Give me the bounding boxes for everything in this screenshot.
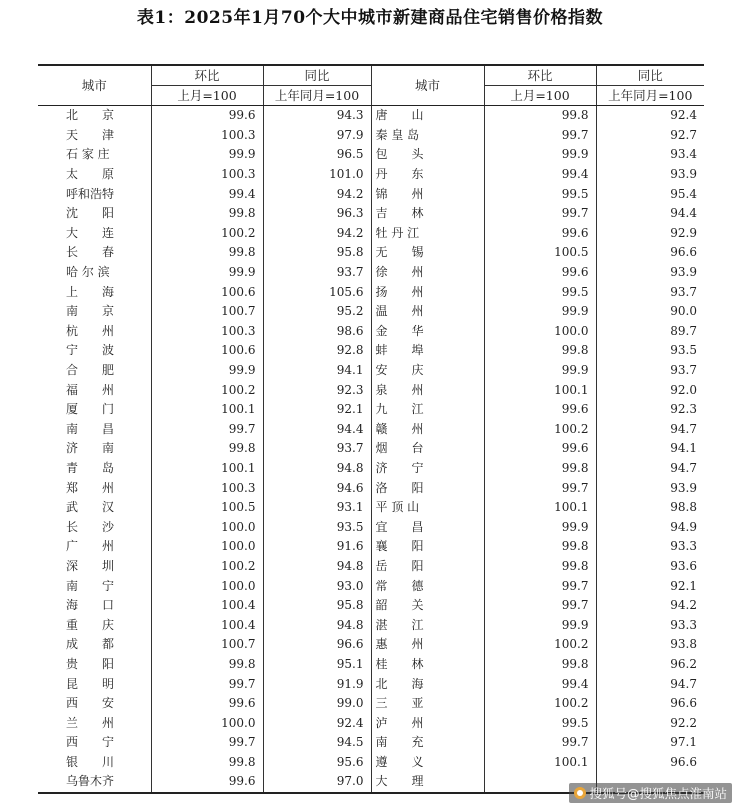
- yoy-value-right: 96.2: [596, 655, 704, 675]
- yoy-value-right: 95.4: [596, 184, 704, 204]
- sohu-logo-icon: [574, 787, 586, 799]
- city-name-right: 大 理: [371, 772, 484, 793]
- yoy-value-right: 92.3: [596, 400, 704, 420]
- city-name-right: 惠 州: [371, 635, 484, 655]
- city-name-right: 无 锡: [371, 243, 484, 263]
- yoy-value-right: 92.0: [596, 380, 704, 400]
- mom-value-right: 99.4: [484, 165, 596, 185]
- mom-value-right: 100.2: [484, 420, 596, 440]
- yoy-value-left: 93.5: [263, 517, 371, 537]
- table-row: [38, 322, 704, 342]
- table-row: [38, 459, 704, 479]
- city-name-right: 济 宁: [371, 459, 484, 479]
- mom-value-right: 99.7: [484, 126, 596, 146]
- mom-value-left: 99.4: [151, 184, 263, 204]
- city-name-right: 桂 林: [371, 655, 484, 675]
- mom-value-left: 100.3: [151, 478, 263, 498]
- city-header-right: 城市: [371, 65, 484, 106]
- city-name-right: 泸 州: [371, 713, 484, 733]
- mom-value-right: 99.8: [484, 537, 596, 557]
- mom-value-right: 99.9: [484, 361, 596, 381]
- table-row: [38, 145, 704, 165]
- yoy-value-right: 93.3: [596, 615, 704, 635]
- mom-value-left: 100.1: [151, 400, 263, 420]
- yoy-value-right: 94.9: [596, 517, 704, 537]
- city-name-left: 西 安: [66, 696, 115, 711]
- city-name-left: 上 海: [66, 284, 115, 299]
- city-name-right: 金 华: [371, 322, 484, 342]
- watermark: [569, 783, 732, 803]
- table-row: [38, 184, 704, 204]
- yoy-value-left: 95.8: [263, 243, 371, 263]
- city-name-right: 韶 关: [371, 596, 484, 616]
- mom-value-left: 100.1: [151, 459, 263, 479]
- yoy-value-left: 99.0: [263, 694, 371, 714]
- city-name-left: 石 家 庄: [66, 147, 110, 162]
- mom-value-right: 99.5: [484, 184, 596, 204]
- mom-value-left: 100.0: [151, 537, 263, 557]
- city-name-left: 济 南: [66, 441, 115, 456]
- mom-value-left: 100.0: [151, 713, 263, 733]
- mom-value-left: 100.7: [151, 635, 263, 655]
- city-name-left: 海 口: [66, 598, 115, 613]
- yoy-value-right: 96.6: [596, 243, 704, 263]
- mom-value-left: 99.7: [151, 420, 263, 440]
- yoy-value-left: 97.0: [263, 772, 371, 793]
- yoy-value-right: 90.0: [596, 302, 704, 322]
- yoy-value-left: 94.8: [263, 459, 371, 479]
- city-name-left: 昆 明: [66, 676, 115, 691]
- mom-value-left: 100.7: [151, 302, 263, 322]
- yoy-value-left: 94.2: [263, 224, 371, 244]
- yoy-value-right: 94.2: [596, 596, 704, 616]
- mom-value-right: 99.5: [484, 282, 596, 302]
- mom-value-left: 100.2: [151, 380, 263, 400]
- table-row: [38, 674, 704, 694]
- yoy-value-left: 94.2: [263, 184, 371, 204]
- mom-value-right: 100.1: [484, 498, 596, 518]
- city-name-left: 大 连: [66, 225, 115, 240]
- mom-value-right: 99.6: [484, 439, 596, 459]
- yoy-value-left: 95.2: [263, 302, 371, 322]
- table-title: 表1：2025年1月70个大中城市新建商品住宅销售价格指数: [136, 8, 604, 28]
- city-name-left: 成 都: [66, 637, 115, 652]
- city-name-right: 牡 丹 江: [371, 224, 484, 244]
- city-name-left: 天 津: [66, 127, 115, 142]
- yoy-value-left: 94.1: [263, 361, 371, 381]
- mom-value-left: 99.6: [151, 694, 263, 714]
- city-name-left: 兰 州: [66, 715, 115, 730]
- yoy-value-right: 92.1: [596, 576, 704, 596]
- yoy-value-right: 92.9: [596, 224, 704, 244]
- mom-header-left: 环比: [151, 65, 263, 86]
- mom-value-left: 99.8: [151, 204, 263, 224]
- city-name-left: 西 宁: [66, 735, 115, 750]
- table-row: [38, 361, 704, 381]
- city-name-right: 锦 州: [371, 184, 484, 204]
- yoy-value-left: 96.5: [263, 145, 371, 165]
- mom-value-left: 99.7: [151, 674, 263, 694]
- city-name-left: 乌鲁木齐: [38, 772, 151, 793]
- mom-value-right: 100.0: [484, 322, 596, 342]
- table-row: [38, 341, 704, 361]
- mom-value-right: 99.7: [484, 576, 596, 596]
- mom-value-right: 99.4: [484, 674, 596, 694]
- yoy-value-left: 93.7: [263, 439, 371, 459]
- mom-value-left: 100.2: [151, 557, 263, 577]
- city-name-right: 岳 阳: [371, 557, 484, 577]
- city-name-right: 洛 阳: [371, 478, 484, 498]
- table-row: [38, 400, 704, 420]
- yoy-value-left: 94.3: [263, 106, 371, 126]
- price-index-table: [38, 64, 704, 794]
- yoy-value-left: 105.6: [263, 282, 371, 302]
- city-name-left: 南 宁: [66, 578, 115, 593]
- table-row: [38, 420, 704, 440]
- mom-value-right: 99.8: [484, 106, 596, 126]
- mom-value-left: 100.3: [151, 126, 263, 146]
- yoy-value-left: 91.6: [263, 537, 371, 557]
- city-name-right: 泉 州: [371, 380, 484, 400]
- mom-base-right: 上月=100: [484, 86, 596, 106]
- mom-value-left: 99.8: [151, 243, 263, 263]
- table-row: [38, 165, 704, 185]
- mom-value-right: 99.6: [484, 400, 596, 420]
- mom-value-left: 99.6: [151, 772, 263, 793]
- yoy-value-left: 92.8: [263, 341, 371, 361]
- table-row: [38, 615, 704, 635]
- city-name-left: 南 昌: [66, 421, 115, 436]
- yoy-value-right: 89.7: [596, 322, 704, 342]
- city-name-left: 杭 州: [66, 323, 115, 338]
- mom-value-left: 99.8: [151, 753, 263, 773]
- yoy-value-right: 93.8: [596, 635, 704, 655]
- yoy-value-right: 92.7: [596, 126, 704, 146]
- table-row: [38, 498, 704, 518]
- city-name-right: 包 头: [371, 145, 484, 165]
- yoy-value-right: 94.4: [596, 204, 704, 224]
- yoy-value-left: 101.0: [263, 165, 371, 185]
- table-row: [38, 694, 704, 714]
- mom-header-right: 环比: [484, 65, 596, 86]
- city-name-left: 长 沙: [66, 519, 115, 534]
- city-name-left: 长 春: [66, 245, 115, 260]
- city-name-right: 丹 东: [371, 165, 484, 185]
- mom-value-right: 100.2: [484, 694, 596, 714]
- yoy-value-left: 94.4: [263, 420, 371, 440]
- mom-value-left: 99.9: [151, 145, 263, 165]
- city-name-right: 湛 江: [371, 615, 484, 635]
- city-name-left: 厦 门: [66, 402, 115, 417]
- mom-value-left: 99.6: [151, 106, 263, 126]
- table-row: [38, 753, 704, 773]
- mom-value-right: 99.9: [484, 615, 596, 635]
- table-body: [38, 106, 704, 793]
- city-name-right: 安 庆: [371, 361, 484, 381]
- mom-value-left: 100.3: [151, 165, 263, 185]
- yoy-value-left: 93.0: [263, 576, 371, 596]
- mom-value-left: 99.7: [151, 733, 263, 753]
- yoy-value-left: 95.8: [263, 596, 371, 616]
- city-name-right: 徐 州: [371, 263, 484, 283]
- city-name-right: 九 江: [371, 400, 484, 420]
- yoy-value-right: 93.9: [596, 263, 704, 283]
- table-row: [38, 537, 704, 557]
- city-name-left: 青 岛: [66, 460, 115, 475]
- city-name-left: 呼和浩特: [66, 186, 115, 201]
- yoy-value-right: 96.6: [596, 753, 704, 773]
- mom-value-left: 100.3: [151, 322, 263, 342]
- city-name-left: 哈 尔 滨: [66, 265, 110, 280]
- city-name-left: 广 州: [66, 539, 115, 554]
- yoy-value-left: 96.3: [263, 204, 371, 224]
- city-name-right: 平 顶 山: [371, 498, 484, 518]
- yoy-value-right: 93.4: [596, 145, 704, 165]
- mom-value-left: 100.5: [151, 498, 263, 518]
- mom-value-right: 99.7: [484, 204, 596, 224]
- mom-value-right: 99.6: [484, 263, 596, 283]
- yoy-value-right: 96.6: [596, 694, 704, 714]
- yoy-value-left: 92.3: [263, 380, 371, 400]
- mom-value-right: 100.1: [484, 753, 596, 773]
- mom-value-left: 100.2: [151, 224, 263, 244]
- mom-value-right: 99.8: [484, 459, 596, 479]
- mom-value-left: 99.8: [151, 655, 263, 675]
- city-name-right: 蚌 埠: [371, 341, 484, 361]
- mom-value-right: 99.8: [484, 557, 596, 577]
- mom-value-left: 100.6: [151, 341, 263, 361]
- yoy-value-left: 96.6: [263, 635, 371, 655]
- yoy-value-right: 94.7: [596, 459, 704, 479]
- yoy-value-left: 97.9: [263, 126, 371, 146]
- yoy-value-right: 93.7: [596, 282, 704, 302]
- table-row: [38, 282, 704, 302]
- mom-value-right: 100.2: [484, 635, 596, 655]
- mom-value-left: 100.4: [151, 615, 263, 635]
- mom-value-right: 99.6: [484, 224, 596, 244]
- table-row: [38, 557, 704, 577]
- yoy-value-right: 92.2: [596, 713, 704, 733]
- yoy-value-left: 91.9: [263, 674, 371, 694]
- table-row: [38, 733, 704, 753]
- mom-value-left: 99.9: [151, 263, 263, 283]
- yoy-value-right: 93.9: [596, 165, 704, 185]
- city-name-left: 郑 州: [66, 480, 115, 495]
- mom-value-right: 99.8: [484, 655, 596, 675]
- city-name-right: 唐 山: [371, 106, 484, 126]
- city-name-left: 贵 阳: [66, 656, 115, 671]
- table-row: [38, 224, 704, 244]
- city-name-right: 扬 州: [371, 282, 484, 302]
- yoy-value-left: 95.6: [263, 753, 371, 773]
- watermark-text: 搜狐号@搜狐焦点淮南站: [589, 786, 727, 801]
- mom-value-right: 99.7: [484, 733, 596, 753]
- mom-value-right: 99.5: [484, 713, 596, 733]
- city-name-left: 武 汉: [66, 500, 115, 515]
- table-row: [38, 596, 704, 616]
- yoy-base-right: 上年同月=100: [596, 86, 704, 106]
- mom-value-left: 99.8: [151, 439, 263, 459]
- yoy-value-right: 94.1: [596, 439, 704, 459]
- mom-value-left: 100.4: [151, 596, 263, 616]
- mom-value-left: 100.6: [151, 282, 263, 302]
- mom-value-left: 99.9: [151, 361, 263, 381]
- city-name-left: 合 肥: [66, 363, 115, 378]
- city-name-left: 宁 波: [66, 343, 115, 358]
- table-row: [38, 380, 704, 400]
- yoy-value-left: 94.5: [263, 733, 371, 753]
- city-name-left: 银 川: [66, 754, 115, 769]
- mom-value-right: 99.7: [484, 478, 596, 498]
- city-name-right: 襄 阳: [371, 537, 484, 557]
- mom-value-right: 99.9: [484, 302, 596, 322]
- table-row: [38, 126, 704, 146]
- city-name-right: 温 州: [371, 302, 484, 322]
- mom-base-left: 上月=100: [151, 86, 263, 106]
- yoy-value-left: 95.1: [263, 655, 371, 675]
- yoy-value-right: 98.8: [596, 498, 704, 518]
- yoy-value-right: 93.6: [596, 557, 704, 577]
- table-row: [38, 478, 704, 498]
- city-name-left: 沈 阳: [66, 206, 115, 221]
- yoy-value-right: 92.4: [596, 106, 704, 126]
- city-name-left: 福 州: [66, 382, 115, 397]
- yoy-value-left: 92.4: [263, 713, 371, 733]
- city-name-right: 赣 州: [371, 420, 484, 440]
- table-row: [38, 302, 704, 322]
- yoy-header-left: 同比: [263, 65, 371, 86]
- city-name-left: 太 原: [66, 167, 115, 182]
- city-name-right: 三 亚: [371, 694, 484, 714]
- yoy-value-left: 93.7: [263, 263, 371, 283]
- city-name-right: 常 德: [371, 576, 484, 596]
- mom-value-right: 100.5: [484, 243, 596, 263]
- mom-value-left: 100.0: [151, 576, 263, 596]
- city-name-right: 北 海: [371, 674, 484, 694]
- mom-value-right: 99.9: [484, 145, 596, 165]
- yoy-value-left: 94.8: [263, 615, 371, 635]
- yoy-value-left: 98.6: [263, 322, 371, 342]
- city-name-right: 烟 台: [371, 439, 484, 459]
- table-row: [38, 204, 704, 224]
- city-name-right: 秦 皇 岛: [371, 126, 484, 146]
- yoy-value-right: 93.5: [596, 341, 704, 361]
- yoy-value-right: 93.7: [596, 361, 704, 381]
- mom-value-right: 99.7: [484, 596, 596, 616]
- table-row: [38, 713, 704, 733]
- city-name-left: 南 京: [66, 304, 115, 319]
- city-header-left: 城市: [38, 65, 151, 106]
- mom-value-right: 99.8: [484, 341, 596, 361]
- yoy-value-right: 93.9: [596, 478, 704, 498]
- city-name-right: 南 充: [371, 733, 484, 753]
- mom-value-right: 100.1: [484, 380, 596, 400]
- city-name-left: 重 庆: [66, 617, 115, 632]
- mom-value-left: 100.0: [151, 517, 263, 537]
- city-name-left: 北 京: [66, 108, 115, 123]
- yoy-value-right: 94.7: [596, 674, 704, 694]
- mom-value-right: 99.9: [484, 517, 596, 537]
- table-row: [38, 243, 704, 263]
- yoy-value-left: 94.6: [263, 478, 371, 498]
- yoy-header-right: 同比: [596, 65, 704, 86]
- table-row: [38, 635, 704, 655]
- yoy-value-right: 94.7: [596, 420, 704, 440]
- yoy-base-left: 上年同月=100: [263, 86, 371, 106]
- table-row: [38, 106, 704, 126]
- yoy-value-right: 97.1: [596, 733, 704, 753]
- yoy-value-left: 94.8: [263, 557, 371, 577]
- city-name-right: 宜 昌: [371, 517, 484, 537]
- table-row: [38, 517, 704, 537]
- city-name-right: 遵 义: [371, 753, 484, 773]
- yoy-value-left: 93.1: [263, 498, 371, 518]
- city-name-right: 吉 林: [371, 204, 484, 224]
- table-row: [38, 439, 704, 459]
- yoy-value-left: 92.1: [263, 400, 371, 420]
- table-row: [38, 576, 704, 596]
- table-row: [38, 263, 704, 283]
- city-name-left: 深 圳: [66, 558, 115, 573]
- table-row: [38, 655, 704, 675]
- yoy-value-right: 93.3: [596, 537, 704, 557]
